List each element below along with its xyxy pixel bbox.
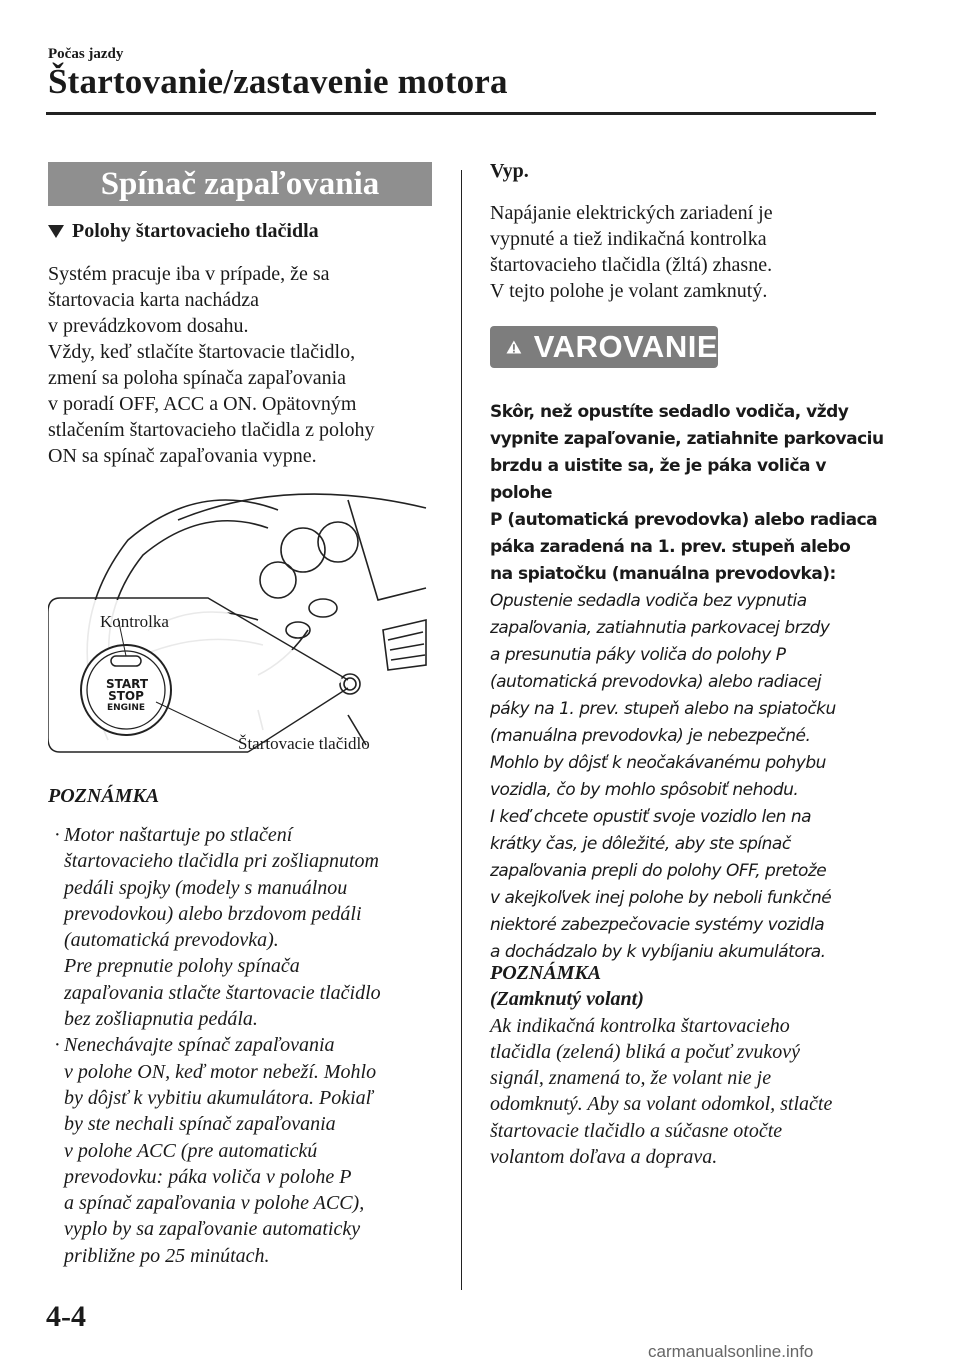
note-line: (automatická prevodovka).: [64, 929, 279, 952]
note-line: by dôjsť k vybitiu akumulátora. Pokiaľ: [64, 1086, 373, 1109]
text-line: štartovacia karta nachádza: [48, 289, 259, 311]
warning-italic-line: zapaľovania prepli do polohy OFF, pretože: [490, 861, 827, 881]
text-line: vypnuté a tiež indikačná kontrolka: [490, 228, 767, 250]
btn-line-engine: ENGINE: [106, 703, 146, 713]
note-line: približne po 25 minútach.: [64, 1244, 270, 1267]
note-line: a spínač zapaľovania v polohe ACC),: [64, 1192, 365, 1215]
warning-triangle-icon: [506, 331, 522, 363]
header-divider: [46, 112, 876, 115]
text-line: v poradí OFF, ACC a ON. Opätovným: [48, 393, 357, 415]
warning-label: VAROVANIE: [533, 329, 718, 364]
text-line: V tejto polohe je volant zamknutý.: [490, 280, 768, 302]
note-title: POZNÁMKA: [48, 785, 160, 807]
note2-line: signál, znamená to, že volant nie je: [490, 1067, 772, 1090]
note-line: v polohe ON, keď motor nebeží. Mohlo: [64, 1060, 377, 1083]
watermark: carmanualsonline.info: [648, 1342, 814, 1361]
text-line: Napájanie elektrických zariadení je: [490, 202, 773, 224]
warning-italic-line: vozidla, čo by mohlo spôsobiť nehodu.: [490, 780, 799, 800]
bullet-icon: ·: [54, 1034, 61, 1057]
note-line: bez zošliapnutia pedála.: [64, 1008, 258, 1031]
warning-italic-line: Mohlo by dôjsť k neočakávanému pohybu: [490, 753, 826, 773]
warning-italic-line: zapaľovania, zatiahnutia parkovacej brzdy: [490, 618, 830, 638]
note2-line: Ak indikačná kontrolka štartovacieho: [490, 1014, 790, 1037]
page-title: Štartovanie/zastavenie motora: [48, 62, 508, 101]
intro-paragraph: [48, 261, 448, 469]
warning-italic-line: páky na 1. prev. stupeň alebo na spiatočku: [490, 699, 836, 719]
warning-bold-line: vypnite zapaľovanie, zatiahnite parkovaciu: [490, 429, 884, 449]
section-label: Počas jazdy: [48, 46, 124, 62]
vyp-heading: Vyp.: [490, 160, 529, 182]
subheading-text: Polohy štartovacieho tlačidla: [72, 220, 319, 242]
btn-line-start: START: [106, 677, 149, 691]
section-banner: Spínač zapaľovania: [48, 162, 432, 206]
kontrolka-label: Kontrolka: [100, 612, 169, 631]
text-line: ON sa spínač zapaľovania vypne.: [48, 445, 317, 467]
vyp-paragraph: [490, 200, 890, 304]
note-item: [48, 1032, 448, 1269]
note2-line: štartovacie tlačidlo a súčasne otočte: [490, 1119, 783, 1142]
warning-italic-line: (automatická prevodovka) alebo radiacej: [490, 672, 822, 692]
note-item: [48, 822, 448, 1032]
note2-title: POZNÁMKA: [490, 962, 602, 984]
note2-subtitle: (Zamknutý volant): [490, 988, 644, 1011]
btn-line-stop: STOP: [108, 689, 144, 703]
text-line: v prevádzkovom dosahu.: [48, 315, 249, 337]
note-line: v polohe ACC (pre automatickú: [64, 1139, 318, 1162]
note-line: prevodovku: páka voliča v polohe P: [64, 1165, 352, 1188]
start-button-label: Štartovacie tlačidlo: [238, 734, 370, 753]
warning-italic-line: a dochádzalo by k vybíjaniu akumulátora.: [490, 942, 826, 962]
warning-bold-line: páka zaradená na 1. prev. stupeň alebo: [490, 537, 851, 557]
triangle-marker-icon: [48, 225, 64, 238]
warning-italic-line: v akejkoľvek inej polohe by neboli funkčné: [490, 888, 832, 908]
start-stop-button-text: [106, 677, 149, 714]
note2-line: volantom doľava a doprava.: [490, 1146, 718, 1169]
note2-line: tlačidla (zelená) bliká a počuť zvukový: [490, 1040, 800, 1063]
warning-bold-line: Skôr, než opustíte sedadlo vodiča, vždy: [490, 402, 849, 422]
warning-italic-line: a presunutia páky voliča do polohy P: [490, 645, 786, 665]
note-line: by ste nechali spínač zapaľovania: [64, 1113, 336, 1136]
note2-block: [490, 960, 890, 1170]
note-line: zapaľovania stlačte štartovacie tlačidlo: [64, 981, 381, 1004]
warning-bold-line: P (automatická prevodovka) alebo radiaca: [490, 510, 878, 530]
text-line: stlačením štartovacieho tlačidla z polohy: [48, 419, 375, 441]
subheading: [48, 220, 319, 243]
warning-bold-line: na spiatočku (manuálna prevodovka):: [490, 564, 836, 584]
bullet-icon: ·: [54, 824, 61, 846]
note-line: vyplo by sa zapaľovanie automaticky: [64, 1218, 361, 1241]
warning-body: [490, 399, 890, 966]
note2-line: odomknutý. Aby sa volant odomkol, stlačte: [490, 1093, 833, 1116]
text-line: Vždy, keď stlačíte štartovacie tlačidlo,: [48, 341, 356, 363]
warning-italic-line: Opustenie sedadla vodiča bez vypnutia: [490, 591, 807, 611]
note-line: štartovacieho tlačidla pri zošliapnutom: [64, 850, 379, 873]
column-divider: [461, 170, 462, 1290]
warning-bold-line: brzdu a uistite sa, že je páka voliča v polohe: [490, 456, 826, 503]
note-list: [48, 822, 448, 1269]
warning-italic-line: niektoré zabezpečovacie systémy vozidla: [490, 915, 825, 935]
note-line: Nenechávajte spínač zapaľovania: [64, 1034, 335, 1057]
note-line: pedáli spojky (modely s manuálnou: [64, 876, 348, 899]
note-line: prevodovkou) alebo brzdovom pedáli: [64, 902, 362, 925]
note-line: Motor naštartuje po stlačení: [64, 824, 293, 846]
warning-italic-line: (manuálna prevodovka) je nebezpečné.: [490, 726, 811, 746]
text-line: štartovacieho tlačidla (žltá) zhasne.: [490, 254, 773, 276]
ignition-illustration: [48, 480, 428, 770]
warning-badge: [490, 326, 718, 368]
text-line: Systém pracuje iba v prípade, že sa: [48, 263, 330, 285]
warning-italic-line: I keď chcete opustiť svoje vozidlo len na: [490, 807, 812, 827]
page-number: 4-4: [46, 1300, 86, 1333]
note-line: Pre prepnutie polohy spínača: [64, 955, 300, 978]
warning-italic-line: krátky čas, je dôležité, aby ste spínač: [490, 834, 791, 854]
text-line: zmení sa poloha spínača zapaľovania: [48, 367, 346, 389]
